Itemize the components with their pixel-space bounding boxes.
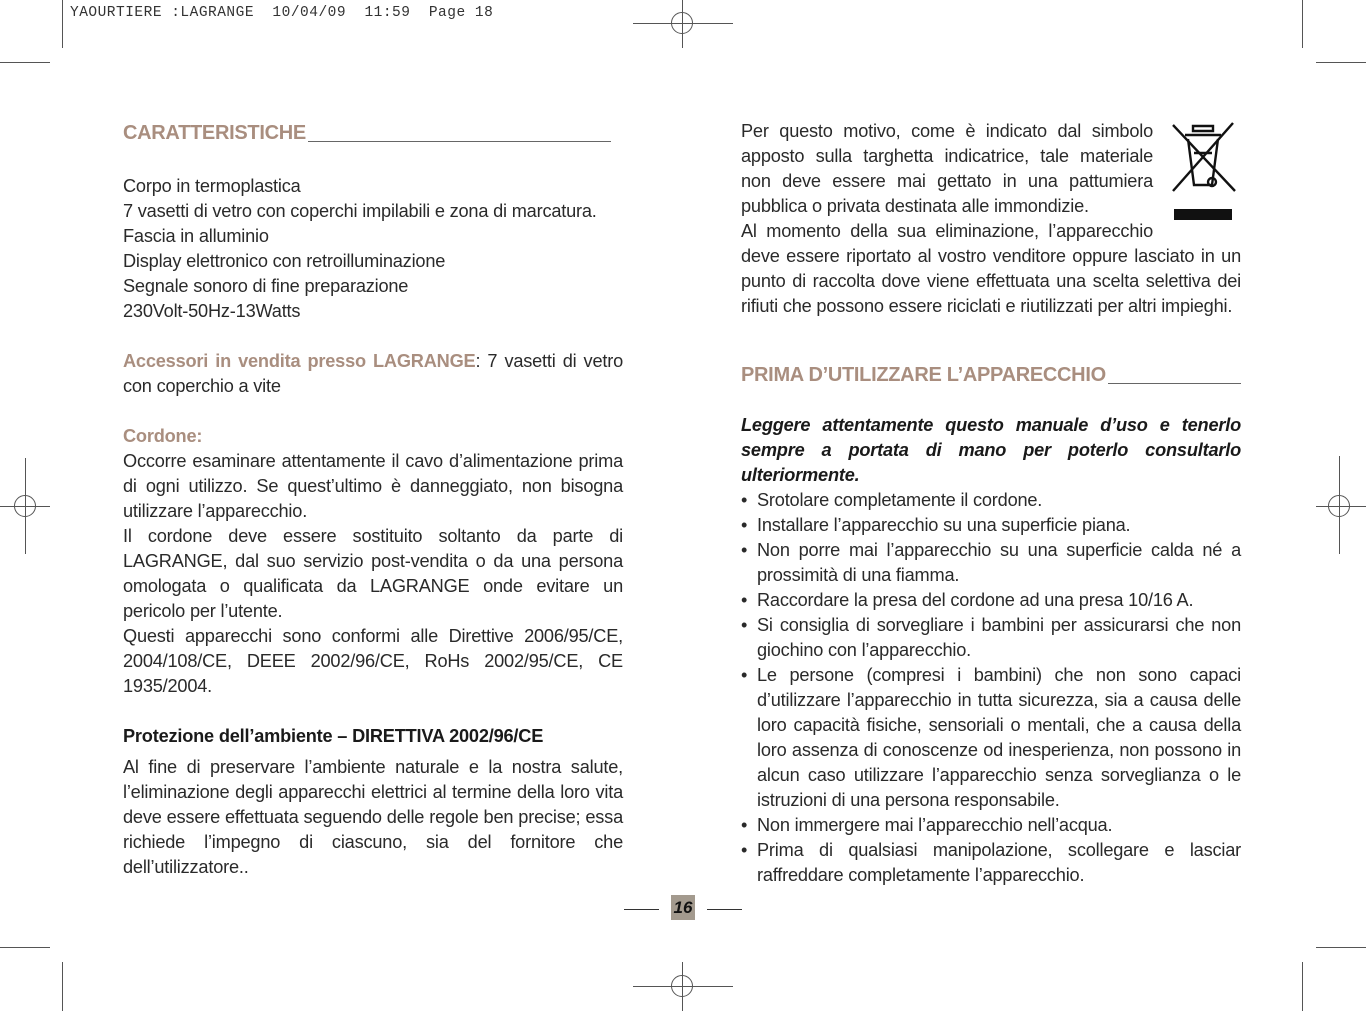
safety-bullet-list bbox=[741, 488, 1241, 888]
right-column bbox=[741, 119, 1241, 888]
weee-paragraph: Al momento della sua eliminazione, l’apparecchio deve essere riportato al vostro venditore oppure lasciato in un punto di raccolta dove viene effettuata una scelta selettiva dei rifiuti che possono essere riciclati e riutilizzati per altri impieghi. bbox=[741, 221, 1241, 316]
list-item: • Srotolare completamente il cordone. bbox=[741, 488, 1241, 513]
list-item: • Non porre mai l’apparecchio su una superficie calda né a prossimità di una fiamma. bbox=[741, 538, 1241, 588]
page-number-rule-right bbox=[707, 909, 742, 910]
cordone-paragraph: Il cordone deve essere sostituito soltanto da parte di LAGRANGE, dal suo servizio post-vendita o da una persona omologata o qualificata da LAGRANGE onde evitare un pericolo per l’utente. bbox=[123, 526, 623, 621]
list-item: • Raccordare la presa del cordone ad una presa 10/16 A. bbox=[741, 588, 1241, 613]
weee-paragraph: Per questo motivo, come è indicato dal simbolo apposto sulla targhetta indicatrice, tale materiale non deve essere mai gettato in una pattumiera pubblica o privata destinata alle immondizie. bbox=[741, 121, 1153, 216]
feature-line: Segnale sonoro di fine preparazione bbox=[123, 276, 409, 296]
list-item: • Si consiglia di sorvegliare i bambini per assicurarsi che non giochino con l’apparecchio. bbox=[741, 613, 1241, 663]
feature-line: 230Volt-50Hz-13Watts bbox=[123, 301, 301, 321]
list-item: • Le persone (compresi i bambini) che non sono capaci d’utilizzare l’apparecchio in tutta sicurezza, sia a causa delle loro capacità fisiche, sensoriali o mentali, che a causa della loro assenza di conoscenze od inesperienza, non possono in alcun caso utilizzare l’apparecchio senza sorveglianza o le istruzioni di una persona responsabile. bbox=[741, 663, 1241, 813]
feature-line: Fascia in alluminio bbox=[123, 226, 269, 246]
print-slug: YAOURTIERE :LAGRANGE 10/04/09 11:59 Page 18 bbox=[70, 5, 494, 21]
list-item: • Non immergere mai l’apparecchio nell’acqua. bbox=[741, 813, 1241, 838]
section-title-caratteristiche: CARATTERISTICHE bbox=[123, 121, 611, 146]
protezione-heading: Protezione dell’ambiente – DIRETTIVA 2002/96/CE bbox=[123, 726, 544, 746]
section-title-prima-di-utilizzare: PRIMA D’UTILIZZARE L’APPARECCHIO bbox=[741, 363, 1241, 388]
cordone-paragraph: Questi apparecchi sono conformi alle Direttive 2006/95/CE, 2004/108/CE, DEEE 2002/96/CE, RoHs 2002/95/CE, CE 1935/2004. bbox=[123, 626, 623, 696]
cordone-paragraph: Occorre esaminare attentamente il cavo d’alimentazione prima di ogni utilizzo. Se quest’ultimo è danneggiato, non bisogna utilizzare l’apparecchio. bbox=[123, 451, 623, 521]
accessori-label: Accessori in vendita presso LAGRANGE bbox=[123, 351, 476, 371]
crossed-out-wheelie-bin-icon bbox=[1167, 119, 1241, 224]
page-number-rule-left bbox=[624, 909, 659, 910]
cordone-heading: Cordone: bbox=[123, 426, 203, 446]
left-column bbox=[123, 121, 623, 880]
accessori-text: : 7 vasetti di vetro con coperchio a vite bbox=[123, 351, 623, 396]
lead-paragraph: Leggere attentamente questo manuale d’uso e tenerlo sempre a portata di mano per poterlo consultarlo ulteriormente. bbox=[741, 415, 1241, 485]
list-item: • Prima di qualsiasi manipolazione, scollegare e lasciar raffreddare completamente l’apparecchio. bbox=[741, 838, 1241, 888]
page-number: 16 bbox=[671, 895, 695, 920]
feature-line: 7 vasetti di vetro con coperchi impilabili e zona di marcatura. bbox=[123, 201, 597, 221]
list-item: • Installare l’apparecchio su una superficie piana. bbox=[741, 513, 1241, 538]
features-list bbox=[123, 174, 623, 324]
feature-line: Corpo in termoplastica bbox=[123, 176, 301, 196]
protezione-paragraph: Al fine di preservare l’ambiente naturale e la nostra salute, l’eliminazione degli apparecchi elettrici al termine della loro vita deve essere effettuata seguendo delle regole ben precise; essa richiede l’impegno di ciascuno, sia del fornitore che dell’utilizzatore.. bbox=[123, 757, 623, 877]
accessori-paragraph bbox=[123, 349, 623, 399]
feature-line: Display elettronico con retroilluminazione bbox=[123, 251, 446, 271]
weee-symbol bbox=[1167, 119, 1241, 224]
